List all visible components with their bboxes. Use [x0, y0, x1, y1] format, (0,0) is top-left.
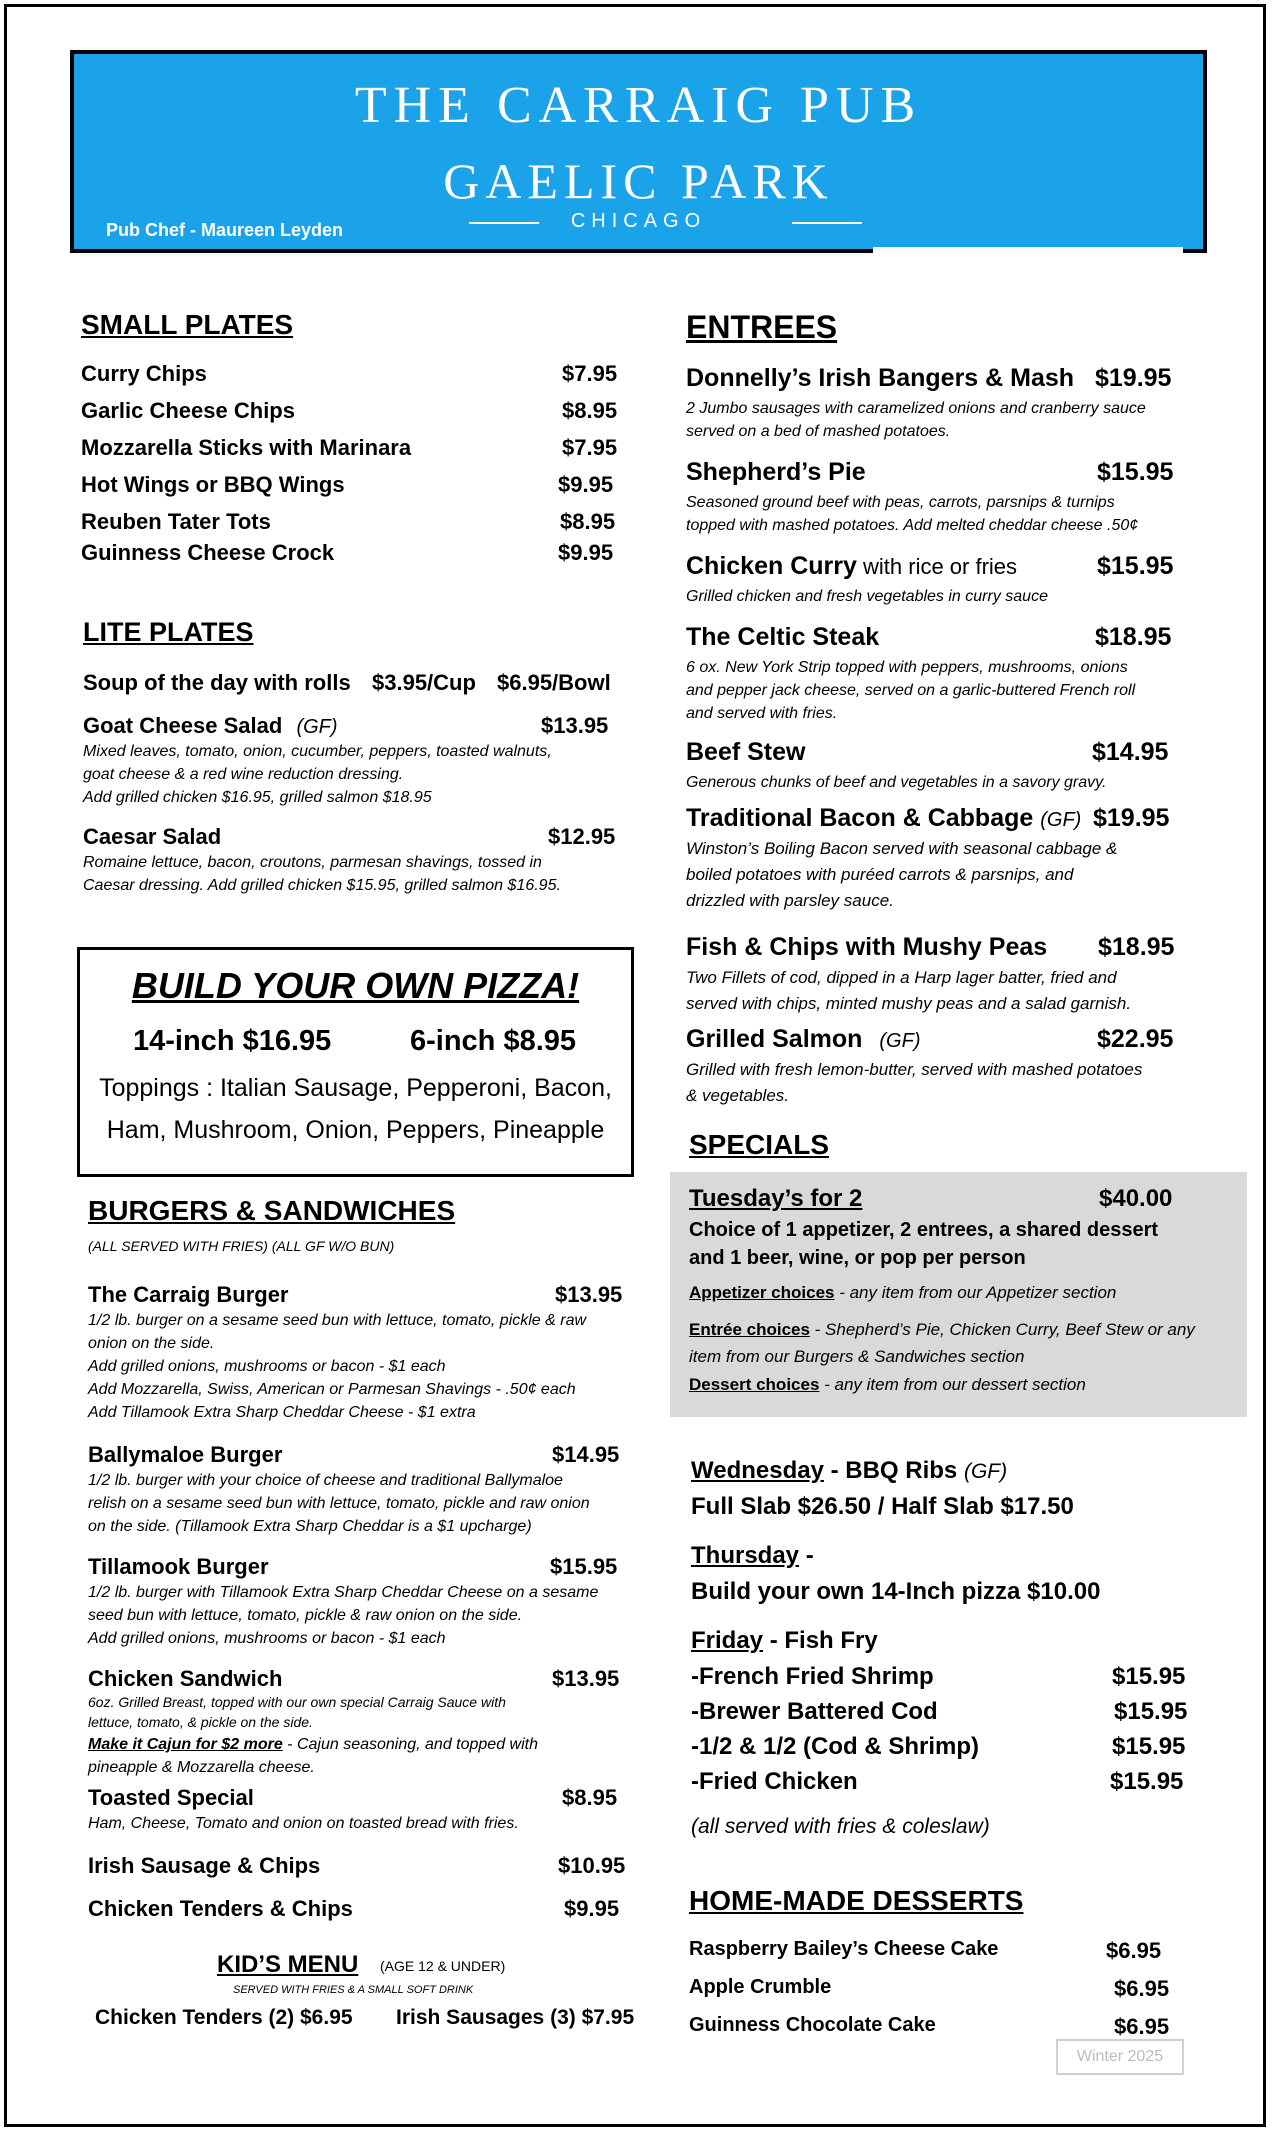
entree-label: Entrée choices [689, 1320, 810, 1339]
desc-line: topped with mashed potatoes. Add melted cheddar cheese .50¢ [686, 517, 1139, 534]
menu-item-name: Mozzarella Sticks with Marinara [81, 435, 412, 460]
celtic-steak-price: $18.95 [1095, 623, 1172, 651]
season-stamp: Winter 2025 [1056, 2039, 1184, 2075]
chicken-sandwich-desc [88, 1692, 506, 1732]
carraig-burger-desc [88, 1309, 586, 1424]
desc-line: Mixed leaves, tomato, onion, cucumber, peppers, toasted walnuts, [83, 743, 552, 760]
shepherds-pie-name: Shepherd’s Pie [686, 458, 866, 486]
desc-line: served on a bed of mashed potatoes. [686, 423, 951, 440]
pizza-size-14: 14-inch $16.95 [133, 1025, 332, 1057]
menu-item-name: Guinness Cheese Crock [81, 540, 335, 565]
soup-name: Soup of the day with rolls [83, 670, 351, 695]
kids-age-note: (AGE 12 & UNDER) [380, 1958, 506, 1974]
item-name: Grilled Salmon [686, 1025, 863, 1053]
desc-line: Add grilled chicken $16.95, grilled salmon $18.95 [83, 789, 432, 806]
desc-line: Add grilled onions, mushrooms or bacon - $1 each [88, 1358, 446, 1375]
desc-line: boiled potatoes with puréed carrots & parsnips, and [686, 865, 1074, 884]
tuesday-price: $40.00 [1099, 1185, 1173, 1212]
friday-item-name: -Fried Chicken [691, 1768, 858, 1795]
carraig-burger-name: The Carraig Burger [88, 1282, 289, 1307]
bangers-desc [686, 397, 1146, 443]
tillamook-burger-desc [88, 1581, 598, 1650]
ballymaloe-burger-name: Ballymaloe Burger [88, 1442, 283, 1467]
friday-item-price: $15.95 [1110, 1768, 1184, 1795]
burgers-note: (ALL SERVED WITH FRIES) (ALL GF W/O BUN) [88, 1238, 395, 1254]
tuesday-appetizer-choices [689, 1283, 1116, 1303]
beef-stew-price: $14.95 [1092, 738, 1169, 766]
chicken-sandwich-name: Chicken Sandwich [88, 1666, 283, 1691]
tuesday-special-box [670, 1172, 1247, 1417]
chicken-sandwich-price: $13.95 [552, 1666, 620, 1691]
burgers-heading: BURGERS & SANDWICHES [88, 1195, 456, 1226]
desc-line: Add Mozzarella, Swiss, American or Parmesan Shavings - .50¢ each [88, 1381, 576, 1398]
menu-item-price: $7.95 [562, 435, 618, 460]
desc-line: Two Fillets of cod, dipped in a Harp lager batter, fried and [686, 968, 1117, 987]
bangers-price: $19.95 [1095, 364, 1172, 392]
wednesday-special [691, 1457, 1007, 1485]
bacon-cabbage-name [686, 804, 1081, 833]
shepherds-pie-price: $15.95 [1097, 458, 1174, 486]
desc-line: served with chips, minted mushy peas and a salad garnish. [686, 994, 1132, 1013]
shepherds-pie-desc [686, 491, 1138, 537]
dessert-text: - any item from our dessert section [819, 1375, 1086, 1394]
fish-chips-desc [686, 965, 1131, 1017]
tuesday-title: Tuesday’s for 2 [689, 1185, 863, 1212]
bacon-cabbage-price: $19.95 [1093, 804, 1170, 832]
chicken-curry-desc: Grilled chicken and fresh vegetables in curry sauce [686, 588, 1048, 605]
day-label: Friday [691, 1627, 764, 1654]
pizza-toppings-line2: Ham, Mushroom, Onion, Peppers, Pineapple [106, 1116, 605, 1144]
kids-served-note: SERVED WITH FRIES & A SMALL SOFT DRINK [233, 1984, 474, 1996]
desc-line: and pepper jack cheese, served on a garlic-buttered French roll [686, 682, 1136, 699]
gf-tag: (GF) [963, 1460, 1008, 1483]
irish-sausage-price: $10.95 [558, 1853, 626, 1878]
pizza-size-6: 6-inch $8.95 [410, 1025, 577, 1057]
menu-item-name: Curry Chips [81, 361, 207, 386]
desc-line: and served with fries. [686, 705, 838, 722]
pizza-box [77, 947, 634, 1177]
divider-right [792, 222, 862, 224]
desc-line: Winston’s Boiling Bacon served with seasonal cabbage & [686, 839, 1118, 858]
gf-tag: (GF) [1040, 809, 1082, 831]
appetizer-text: - any item from our Appetizer section [834, 1283, 1117, 1302]
small-plates-heading: SMALL PLATES [81, 309, 294, 340]
chicken-curry-name [686, 552, 1017, 581]
gf-tag: (GF) [879, 1030, 921, 1052]
dessert-name: Guinness Chocolate Cake [689, 2014, 936, 2036]
entree-text: - Shepherd’s Pie, Chicken Curry, Beef Stew or any [809, 1320, 1195, 1339]
entrees-heading: ENTREES [686, 309, 838, 345]
kids-menu-heading: KID’S MENU [217, 1951, 359, 1978]
desc-line: Add grilled onions, mushrooms or bacon - $1 each [88, 1630, 446, 1647]
desc-line: & vegetables. [686, 1086, 790, 1105]
day-label: Wednesday [691, 1457, 824, 1484]
dessert-price: $6.95 [1114, 2014, 1170, 2039]
friday-item-name: -French Fried Shrimp [691, 1663, 934, 1690]
grilled-salmon-price: $22.95 [1097, 1025, 1174, 1053]
celtic-steak-desc [686, 656, 1135, 725]
caesar-salad-price: $12.95 [548, 824, 616, 849]
desc-line: seed bun with lettuce, tomato, pickle & raw onion on the side. [88, 1607, 523, 1624]
goat-cheese-salad-name [83, 713, 338, 739]
wednesday-prices: Full Slab $26.50 / Half Slab $17.50 [691, 1493, 1074, 1520]
pizza-toppings-line1: Toppings : Italian Sausage, Pepperoni, Bacon, [99, 1074, 612, 1102]
menu-item-price: $7.95 [562, 361, 618, 386]
chicken-curry-price: $15.95 [1097, 552, 1174, 580]
dessert-name: Apple Crumble [689, 1976, 832, 1998]
bacon-cabbage-desc [686, 836, 1117, 914]
dessert-price: $6.95 [1106, 1938, 1162, 1963]
desc-line: goat cheese & a red wine reduction dressing. [83, 766, 404, 783]
tuesday-line1: Choice of 1 appetizer, 2 entrees, a shared dessert [689, 1219, 1159, 1241]
soup-cup-price: $3.95/Cup [372, 670, 476, 695]
dessert-price: $6.95 [1114, 1976, 1170, 2001]
lite-plates-heading: LITE PLATES [83, 617, 254, 647]
menu-item-name: Garlic Cheese Chips [81, 398, 295, 423]
desc-line: 1/2 lb. burger on a sesame seed bun with lettuce, tomato, pickle & raw [88, 1312, 587, 1329]
chicken-tenders-price: $9.95 [564, 1896, 620, 1921]
desc-line: Seasoned ground beef with peas, carrots, parsnips & turnips [686, 494, 1115, 511]
menu-item-name: Hot Wings or BBQ Wings [81, 472, 345, 497]
carraig-burger-price: $13.95 [555, 1282, 623, 1307]
desc-line: 2 Jumbo sausages with caramelized onions and cranberry sauce [686, 400, 1146, 417]
desc-line: Grilled with fresh lemon-butter, served with mashed potatoes [686, 1060, 1143, 1079]
desc-line: on the side. (Tillamook Extra Sharp Cheddar is a $1 upcharge) [88, 1518, 532, 1535]
entree-text-line2: item from our Burgers & Sandwiches section [689, 1347, 1025, 1366]
item-name: Traditional Bacon & Cabbage [686, 804, 1034, 832]
friday-item-name: -Brewer Battered Cod [691, 1698, 938, 1725]
desc-line: 6 ox. New York Strip topped with peppers, mushrooms, onions [686, 659, 1128, 676]
header-tab [873, 247, 1183, 253]
dessert-name: Raspberry Bailey’s Cheese Cake [689, 1938, 999, 1960]
special-text: - Fish Fry [763, 1627, 878, 1654]
tillamook-burger-price: $15.95 [550, 1554, 618, 1579]
caesar-salad-name: Caesar Salad [83, 824, 222, 849]
ballymaloe-burger-price: $14.95 [552, 1442, 620, 1467]
beef-stew-desc: Generous chunks of beef and vegetables in a savory gravy. [686, 774, 1107, 791]
tillamook-burger-name: Tillamook Burger [88, 1554, 269, 1579]
pub-name: THE CARRAIG PUB [354, 77, 923, 134]
tuesday-line2: and 1 beer, wine, or pop per person [689, 1247, 1026, 1269]
appetizer-label: Appetizer choices [689, 1283, 835, 1302]
tuesday-entree-choices [689, 1316, 1195, 1370]
goat-cheese-salad-desc [83, 740, 552, 809]
item-option: with rice or fries [856, 554, 1018, 579]
caesar-salad-desc [83, 851, 561, 897]
desc-text: - Cajun seasoning, and topped with [282, 1736, 538, 1753]
fish-chips-price: $18.95 [1098, 933, 1175, 961]
fish-chips-name: Fish & Chips with Mushy Peas [686, 933, 1048, 961]
friday-item-price: $15.95 [1112, 1733, 1186, 1760]
bangers-name: Donnelly’s Irish Bangers & Mash [686, 364, 1075, 392]
desc-line: 1/2 lb. burger with your choice of cheese and traditional Ballymaloe [88, 1472, 563, 1489]
celtic-steak-name: The Celtic Steak [686, 623, 880, 651]
kids-item-sausages: Irish Sausages (3) $7.95 [396, 2006, 635, 2029]
chef-credit: Pub Chef - Maureen Leyden [106, 220, 344, 240]
desc-line: pineapple & Mozzarella cheese. [88, 1759, 315, 1776]
desc-line: drizzled with parsley sauce. [686, 891, 894, 910]
thursday-special [691, 1542, 814, 1570]
friday-special [691, 1627, 878, 1655]
special-text: - [799, 1542, 814, 1569]
toasted-special-price: $8.95 [562, 1785, 618, 1810]
beef-stew-name: Beef Stew [686, 738, 806, 766]
friday-item-price: $15.95 [1112, 1663, 1186, 1690]
kids-item-tenders: Chicken Tenders (2) $6.95 [95, 2006, 353, 2029]
grilled-salmon-desc [686, 1057, 1142, 1109]
toasted-special-name: Toasted Special [88, 1785, 254, 1810]
desserts-heading: HOME-MADE DESSERTS [689, 1885, 1024, 1916]
desc-line: onion on the side. [88, 1335, 215, 1352]
dessert-label: Dessert choices [689, 1375, 820, 1394]
cajun-option [88, 1733, 538, 1779]
toasted-special-desc: Ham, Cheese, Tomato and onion on toasted bread with fries. [88, 1815, 519, 1832]
day-label: Thursday [691, 1542, 800, 1569]
thursday-pizza: Build your own 14-Inch pizza $10.00 [691, 1578, 1101, 1605]
friday-note: (all served with fries & coleslaw) [691, 1815, 990, 1838]
grilled-salmon-name [686, 1025, 920, 1054]
gf-tag: (GF) [296, 716, 338, 738]
specials-heading: SPECIALS [689, 1129, 830, 1160]
tuesday-dessert-choices [689, 1375, 1086, 1395]
menu-item-price: $8.95 [560, 509, 616, 534]
park-name: GAELIC PARK [443, 153, 834, 209]
desc-line: Add Tillamook Extra Sharp Cheddar Cheese - $1 extra [88, 1404, 476, 1421]
menu-item-price: $8.95 [562, 398, 618, 423]
item-name: Goat Cheese Salad [83, 713, 283, 738]
desc-line: Romaine lettuce, bacon, croutons, parmesan shavings, tossed in [83, 854, 542, 871]
city-name: CHICAGO [570, 210, 707, 232]
item-name: Chicken Curry [686, 552, 857, 580]
menu-item-name: Reuben Tater Tots [81, 509, 271, 534]
desc-line: 6oz. Grilled Breast, topped with our own special Carraig Sauce with [88, 1694, 506, 1710]
friday-item-price: $15.95 [1114, 1698, 1188, 1725]
goat-cheese-salad-price: $13.95 [541, 713, 609, 738]
special-text: - BBQ Ribs [823, 1457, 964, 1484]
menu-item-price: $9.95 [558, 540, 614, 565]
friday-item-name: -1/2 & 1/2 (Cod & Shrimp) [691, 1733, 980, 1760]
irish-sausage-name: Irish Sausage & Chips [88, 1853, 321, 1878]
desc-line: relish on a sesame seed bun with lettuce, tomato, pickle and raw onion [88, 1495, 590, 1512]
desc-line: 1/2 lb. burger with Tillamook Extra Sharp Cheddar Cheese on a sesame [88, 1584, 599, 1601]
header-banner [70, 50, 1207, 253]
chicken-tenders-name: Chicken Tenders & Chips [88, 1896, 353, 1921]
desc-line: Caesar dressing. Add grilled chicken $15.95, grilled salmon $16.95. [83, 877, 561, 894]
menu-item-price: $9.95 [558, 472, 614, 497]
soup-bowl-price: $6.95/Bowl [497, 670, 611, 695]
ballymaloe-burger-desc [88, 1469, 590, 1538]
desc-line: lettuce, tomato, & pickle on the side. [88, 1714, 313, 1730]
pizza-title: BUILD YOUR OWN PIZZA! [131, 965, 580, 1006]
cajun-upgrade-label: Make it Cajun for $2 more [88, 1736, 283, 1753]
